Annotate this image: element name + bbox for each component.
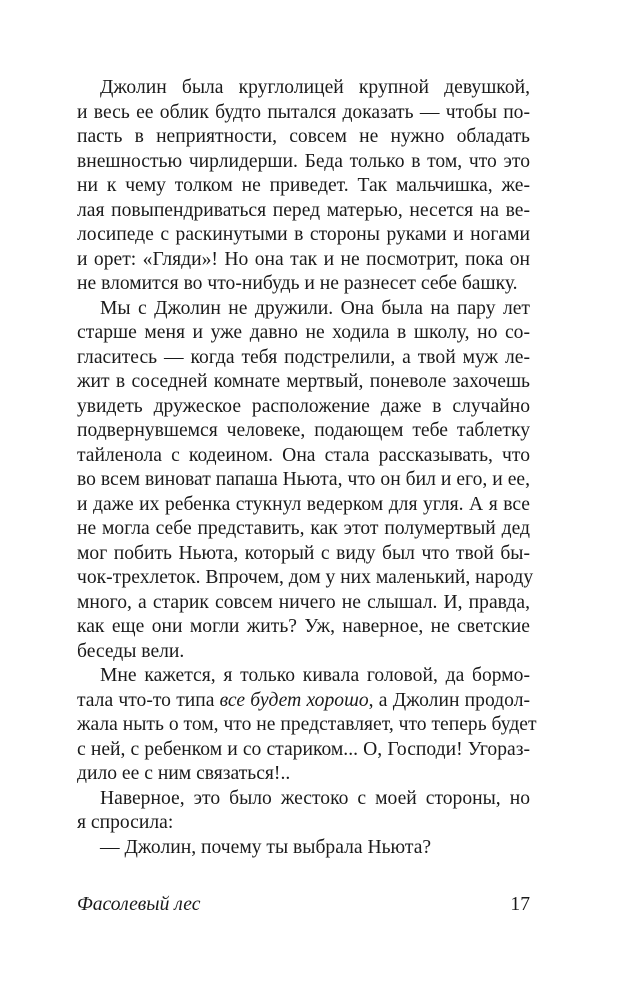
text-line: и весь ее облик будто пытался доказать — чтобы по- [77,101,530,123]
paragraph-2 [77,297,534,665]
text-line: с ней, с ребенком и со стариком... О, Господи! Угораз- [77,738,530,760]
text-line: Мне кажется, я только кивала головой, да бормо- [100,665,530,686]
text-line: дило ее с ним связаться!.. [77,763,291,784]
text-line: не могла себе представить, как этот полумертвый дед [77,518,530,539]
text-segment: тала что-то типа [77,689,220,711]
paragraph-4 [77,787,530,836]
text-line: как еще они могли жить? Уж, наверное, не светские [77,616,530,637]
text-line: во всем виноват папаша Ньюта, что он бил и его, и ее, [77,469,530,490]
text-line: и даже их ребенка стукнул ведерком для угля. А я все [77,493,530,515]
text-line: чок-трехлеток. Впрочем, дом у них маленький, народу [77,567,534,588]
dialogue-line: — Джолин, почему ты выбрала Ньюта? [100,836,432,858]
page-number: 17 [510,894,530,915]
text-line: пасть в неприятности, совсем не нужно обладать [77,126,530,147]
text-line: не вломится во что-нибудь и не разнесет себе башку. [77,273,518,294]
text-line: старше меня и уже давно не ходила в школу, но со- [77,322,530,343]
text-line: ни к чему толком не приведет. Так мальчишка, же- [77,175,530,196]
text-line: беседы вели. [77,640,185,662]
text-line: много, а старик совсем ничего не слышал. И, правда, [77,591,530,613]
text-line: Джолин была круглолицей крупной девушкой, [100,77,530,98]
text-line: жала ныть о том, что не представляет, что теперь будет [77,714,537,735]
italic-phrase: все будет хорошо [219,689,369,711]
text-line [77,689,530,714]
text-line: мог побить Ньюта, который с виду был что твой бы- [77,542,530,564]
text-line: я спросила: [77,812,174,833]
text-line: внешностью чирлидерши. Беда только в том, что это [77,150,530,172]
text-line: тайленола с кодеином. Она стала рассказывать, что [77,444,530,466]
text-line: Мы с Джолин не дружили. Она была на пару лет [100,297,530,319]
page-body-text [77,76,537,860]
page-footer [77,890,530,920]
text-line: лосипеде с раскинутыми в стороны руками и ногами [77,224,530,245]
text-line: жит в соседней комнате мертвый, поневоле захочешь [77,371,530,392]
text-segment: , а Джолин продол- [368,689,530,711]
running-title: Фасолевый лес [77,894,201,915]
text-line: Наверное, это было жестоко с моей стороны, но [100,787,530,809]
text-line: подвернувшемся человеке, подающем тебе таблетку [77,420,530,441]
paragraph-1 [77,76,530,297]
paragraph-3 [77,664,537,787]
text-line: и орет: «Гляди»! Но она так и не посмотрит, пока он [77,248,530,270]
paragraph-5 [77,836,530,861]
text-line: лая повыпендриваться перед матерью, несется на ве- [77,199,530,221]
text-line: увидеть дружеское расположение даже в случайно [77,395,530,417]
text-line: гласитесь — когда тебя подстрелили, а твой муж ле- [77,346,530,368]
